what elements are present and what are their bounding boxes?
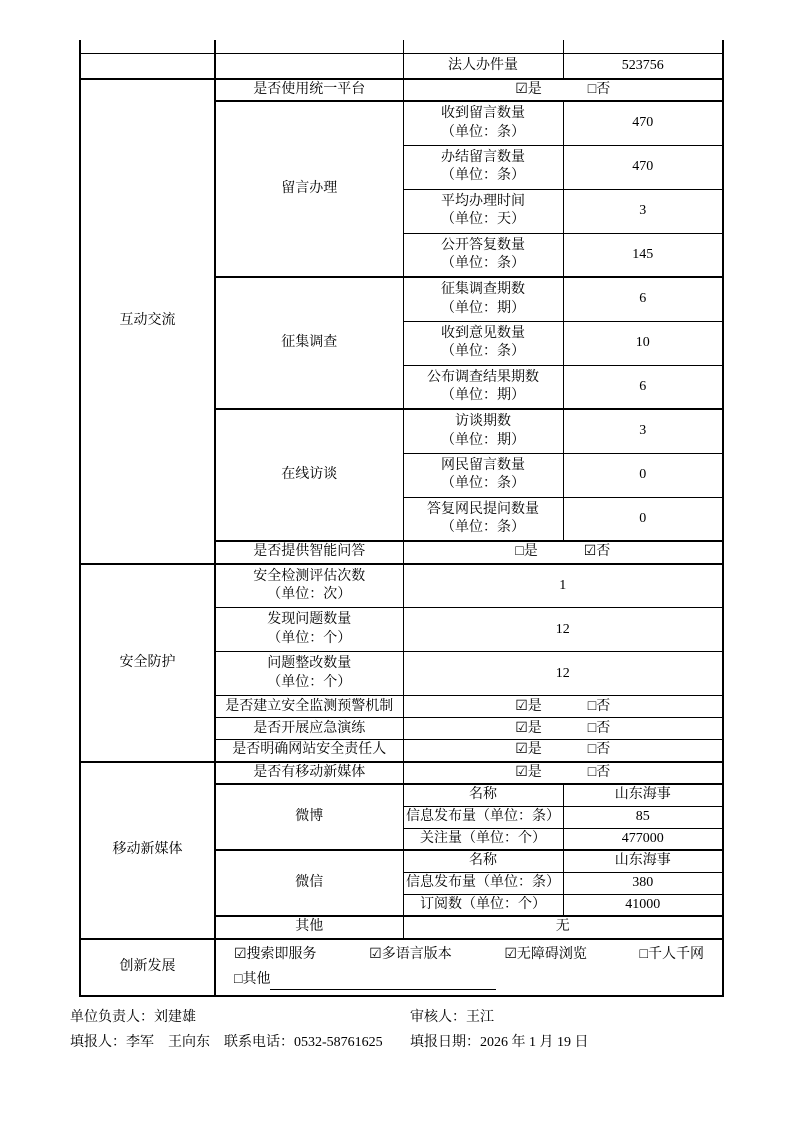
metric-label: 安全检测评估次数 （单位：次） xyxy=(215,564,403,608)
empty-cell xyxy=(403,40,563,53)
innovation-option-checkbox[interactable]: □千人千网 xyxy=(639,946,704,962)
innovation-option-checkbox[interactable]: ☑无障碍浏览 xyxy=(504,946,587,962)
checkbox-no[interactable]: □否 xyxy=(587,720,611,736)
yesno-cell xyxy=(403,696,723,718)
innovation-option-checkbox[interactable]: ☑多语言版本 xyxy=(369,946,452,962)
filler-contact-label: 填报人：李军 王向东 联系电话：0532-58761625 xyxy=(70,1034,383,1050)
checkbox-yes[interactable]: ☑是 xyxy=(515,764,542,780)
media-field-value: 380 xyxy=(563,872,723,894)
metric-value: 523756 xyxy=(563,53,723,79)
checkbox-no[interactable]: □否 xyxy=(587,82,611,97)
media-field-value: 无 xyxy=(403,916,723,938)
checkbox-yes[interactable]: ☑是 xyxy=(515,82,542,97)
metric-value: 0 xyxy=(563,497,723,541)
empty-cell xyxy=(80,40,215,53)
footer-line-2 xyxy=(70,1030,800,1055)
checkbox-no[interactable]: □否 xyxy=(587,698,611,714)
metric-value: 1 xyxy=(403,564,723,608)
metric-value: 10 xyxy=(563,321,723,365)
metric-value: 470 xyxy=(563,101,723,145)
table-row xyxy=(80,939,723,996)
yesno-cell xyxy=(403,718,723,740)
checkbox-no[interactable]: □否 xyxy=(587,764,611,780)
metric-label: 收到意见数量 （单位：条） xyxy=(403,321,563,365)
footer-line-1 xyxy=(70,1005,800,1030)
metric-value: 3 xyxy=(563,409,723,453)
reviewer-label: 审核人：王江 xyxy=(410,1009,494,1025)
group-title-survey: 征集调查 xyxy=(215,277,403,409)
metric-label: 访谈期数 （单位：期） xyxy=(403,409,563,453)
yesno-cell xyxy=(403,79,723,101)
media-field-label: 信息发布量（单位：条） xyxy=(403,872,563,894)
metric-label: 公布调查结果期数 （单位：期） xyxy=(403,365,563,409)
checkbox-no[interactable]: □否 xyxy=(587,742,611,758)
table-row xyxy=(80,79,723,101)
metric-value: 6 xyxy=(563,365,723,409)
media-field-value: 山东海事 xyxy=(563,784,723,806)
media-field-value: 41000 xyxy=(563,894,723,916)
media-field-value: 477000 xyxy=(563,828,723,850)
table-row xyxy=(80,53,723,79)
innovation-option-checkbox[interactable]: ☑搜索即服务 xyxy=(234,946,317,962)
media-field-value: 85 xyxy=(563,806,723,828)
blank-underline xyxy=(270,976,496,990)
checkbox-yes[interactable]: ☑是 xyxy=(515,698,542,714)
metric-label: 发现问题数量 （单位：个） xyxy=(215,608,403,652)
media-field-value: 山东海事 xyxy=(563,850,723,872)
innovation-other-checkbox[interactable]: □其他 xyxy=(234,972,271,988)
metric-label: 答复网民提问数量 （单位：条） xyxy=(403,497,563,541)
group-title-interview: 在线访谈 xyxy=(215,409,403,541)
metric-label: 法人办件量 xyxy=(403,53,563,79)
checkbox-yes[interactable]: □是 xyxy=(515,544,538,560)
question-label: 是否提供智能问答 xyxy=(215,541,403,563)
question-label: 是否使用统一平台 xyxy=(215,79,403,101)
metric-value: 6 xyxy=(563,277,723,321)
innovation-options-cell xyxy=(215,939,723,996)
metric-value: 145 xyxy=(563,233,723,277)
group-title-other: 其他 xyxy=(215,916,403,938)
table-row xyxy=(80,564,723,608)
metric-value: 3 xyxy=(563,189,723,233)
metric-label: 收到留言数量 （单位：条） xyxy=(403,101,563,145)
section-title-mobile: 移动新媒体 xyxy=(80,762,215,939)
media-field-label: 信息发布量（单位：条） xyxy=(403,806,563,828)
empty-cell xyxy=(215,40,403,53)
checkbox-no[interactable]: ☑否 xyxy=(583,544,611,560)
empty-cell xyxy=(80,53,215,79)
metric-label: 公开答复数量 （单位：条） xyxy=(403,233,563,277)
unit-head-label: 单位负责人：刘建雄 xyxy=(70,1009,196,1025)
media-field-label: 关注量（单位：个） xyxy=(403,828,563,850)
empty-cell xyxy=(563,40,723,53)
metric-label: 平均办理时间 （单位：天） xyxy=(403,189,563,233)
yesno-cell xyxy=(403,762,723,784)
media-field-label: 名称 xyxy=(403,850,563,872)
checkbox-yes[interactable]: ☑是 xyxy=(515,720,542,736)
metric-value: 470 xyxy=(563,145,723,189)
section-title-interaction: 互动交流 xyxy=(80,79,215,564)
yesno-cell xyxy=(403,541,723,563)
metric-label: 办结留言数量 （单位：条） xyxy=(403,145,563,189)
annual-report-table xyxy=(79,40,724,997)
metric-label: 征集调查期数 （单位：期） xyxy=(403,277,563,321)
table-row xyxy=(80,762,723,784)
group-title-weibo: 微博 xyxy=(215,784,403,850)
section-title-innovation: 创新发展 xyxy=(80,939,215,996)
metric-label: 问题整改数量 （单位：个） xyxy=(215,652,403,696)
media-field-label: 名称 xyxy=(403,784,563,806)
report-date-label: 填报日期：2026 年 1 月 19 日 xyxy=(410,1034,589,1050)
yesno-cell xyxy=(403,740,723,762)
question-label: 是否明确网站安全责任人 xyxy=(215,740,403,762)
question-label: 是否建立安全监测预警机制 xyxy=(215,696,403,718)
metric-value: 12 xyxy=(403,608,723,652)
group-title-weixin: 微信 xyxy=(215,850,403,916)
report-footer xyxy=(70,1005,800,1055)
group-title-message: 留言办理 xyxy=(215,101,403,277)
section-title-security: 安全防护 xyxy=(80,564,215,762)
metric-label: 网民留言数量 （单位：条） xyxy=(403,453,563,497)
checkbox-yes[interactable]: ☑是 xyxy=(515,742,542,758)
media-field-label: 订阅数（单位：个） xyxy=(403,894,563,916)
metric-value: 0 xyxy=(563,453,723,497)
metric-value: 12 xyxy=(403,652,723,696)
question-label: 是否开展应急演练 xyxy=(215,718,403,740)
table-row xyxy=(80,40,723,53)
question-label: 是否有移动新媒体 xyxy=(215,762,403,784)
empty-cell xyxy=(215,53,403,79)
